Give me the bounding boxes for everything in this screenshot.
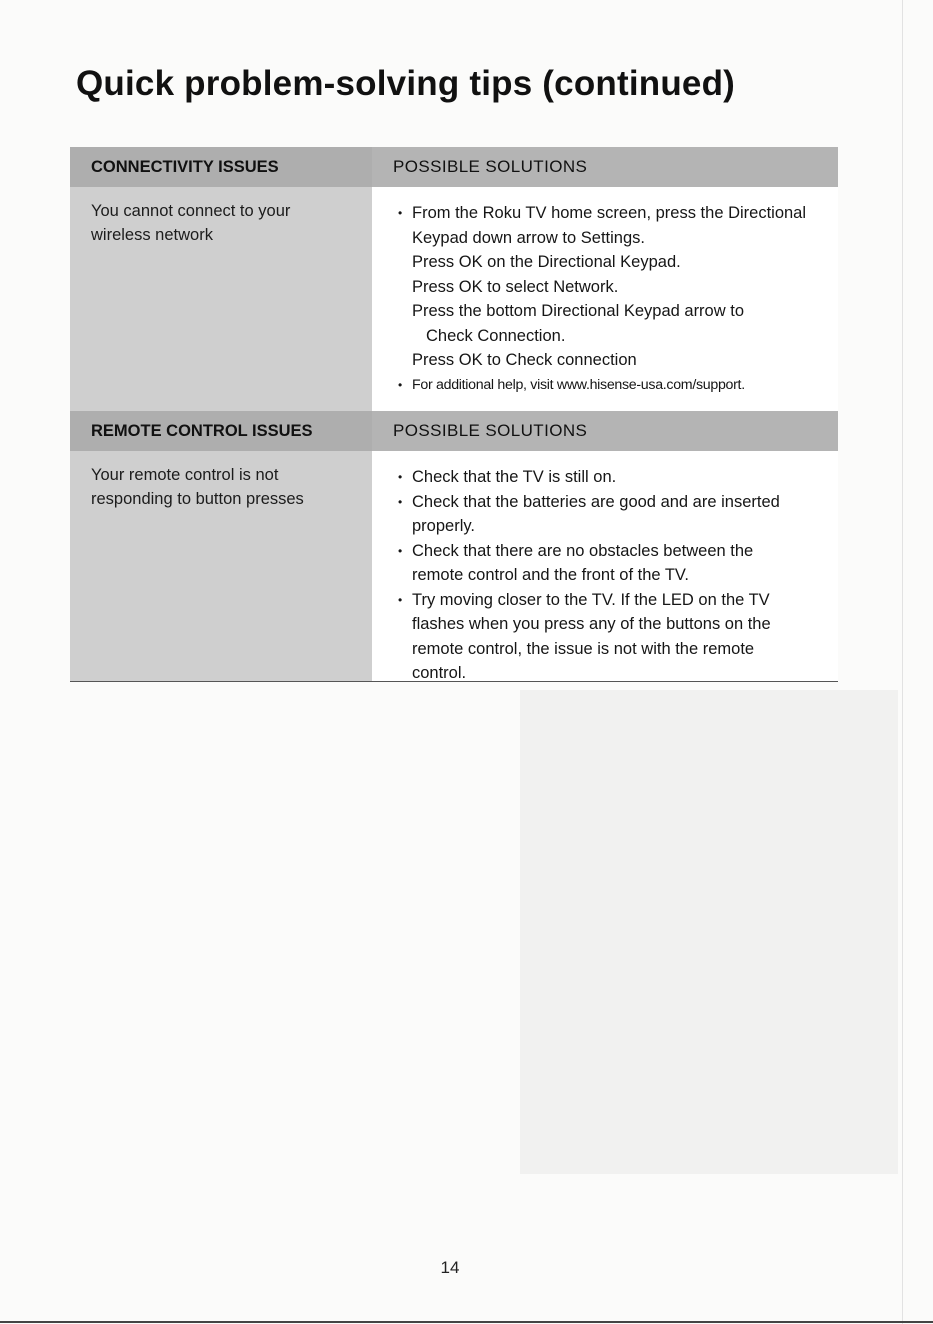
solution-column [372,147,838,411]
page-bottom-edge [0,1321,933,1323]
solution-item: • Try moving closer to the TV. If the LED on the TV flashes when you press any of the buttons on the remote control, the issue is not with the remote control. [396,588,808,686]
tips-table [70,147,838,682]
issue-description: Your remote control is not responding to button presses [91,466,304,508]
issue-header: REMOTE CONTROL ISSUES [70,411,372,451]
page-number: 14 [440,1258,460,1277]
solution-header: POSSIBLE SOLUTIONS [372,147,838,187]
solution-item: • Check that there are no obstacles between the remote control and the front of the TV. [396,539,808,588]
solution-item: Press OK to select Network. [412,277,619,296]
solution-item: • For additional help, visit www.hisense-usa.com/support. [396,373,808,398]
solution-list [372,451,838,686]
solution-item: • From the Roku TV home screen, press the Directional Keypad down arrow to Settings. [396,201,808,250]
connectivity-section [70,147,838,411]
solution-item: Press OK on the Directional Keypad. [412,253,681,271]
issue-description: You cannot connect to your wireless network [91,202,291,244]
page-edge [902,0,903,1324]
remote-control-section [70,411,838,682]
solution-column [372,411,838,681]
solution-item: Check Connection. [426,326,566,345]
solution-header: POSSIBLE SOLUTIONS [372,411,838,451]
solution-list [372,187,838,397]
solution-item: • Check that the TV is still on. [396,465,808,490]
page-title: Quick problem-solving tips (continued) [76,64,736,103]
issue-column [70,411,372,681]
bleed-through-shade [520,690,898,1174]
solution-item: Press the bottom Directional Keypad arrow to [412,302,744,320]
solution-item: • Check that the batteries are good and are inserted properly. [396,490,808,539]
solution-item: Press OK to Check connection [412,351,637,369]
issue-header: CONNECTIVITY ISSUES [70,147,372,187]
issue-column [70,147,372,411]
